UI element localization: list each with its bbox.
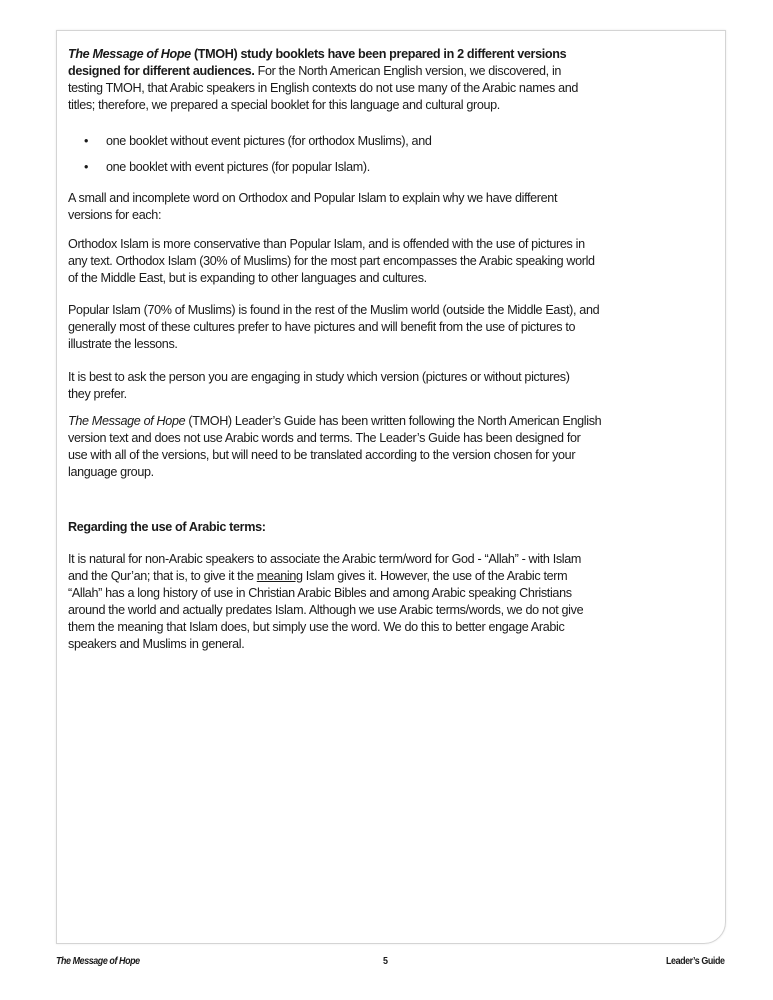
paragraph-line: “Allah” has a long history of use in Christian Arabic Bibles and among Arabic speaking Christians	[68, 586, 572, 600]
paragraph-line: language group.	[68, 465, 154, 479]
paragraph-line: of the Middle East, but is expanding to other languages and cultures.	[68, 271, 427, 285]
intro-line: testing TMOH, that Arabic speakers in English contexts do not use many of the Arabic names and	[68, 81, 579, 95]
footer-page-number: 5	[383, 955, 388, 967]
paragraph-text: and the Qur’an; that is, to give it the	[68, 569, 257, 583]
paragraph-line: generally most of these cultures prefer to have pictures and will benefit from the use of pictures to	[68, 320, 576, 334]
paragraph-line: any text. Orthodox Islam (30% of Muslims) for the most part encompasses the Arabic speaking world	[68, 254, 595, 268]
section-heading: Regarding the use of Arabic terms:	[68, 520, 266, 534]
bullet-item	[84, 159, 370, 176]
bullet-text: one booklet with event pictures (for popular Islam).	[106, 160, 370, 174]
paragraph-line: It is best to ask the person you are engaging in study which version (pictures or without pictures)	[68, 370, 570, 384]
paragraph-line: Popular Islam (70% of Muslims) is found in the rest of the Muslim world (outside the Middle East), and	[68, 303, 600, 317]
intro-line: titles; therefore, we prepared a special booklet for this language and cultural group.	[68, 98, 500, 112]
intro-line	[68, 46, 566, 63]
intro-bold: (TMOH) study booklets have been prepared in 2 different versions	[190, 47, 567, 61]
bullet-item	[84, 133, 432, 150]
paragraph-line: It is natural for non-Arabic speakers to associate the Arabic term/word for God - “Allah” - with Islam	[68, 552, 582, 566]
book-title: The Message of Hope	[68, 414, 186, 428]
paragraph-line: they prefer.	[68, 387, 127, 401]
paragraph-text: (TMOH) Leader’s Guide has been written following the North American English	[185, 414, 602, 428]
intro-line	[68, 63, 561, 80]
intro-bold: designed for different audiences.	[68, 64, 255, 78]
paragraph-line: Orthodox Islam is more conservative than Popular Islam, and is offended with the use of pictures in	[68, 237, 585, 251]
paragraph-line	[68, 413, 601, 430]
paragraph-text: Islam gives it. However, the use of the Arabic term	[302, 569, 568, 583]
bullet-text: one booklet without event pictures (for orthodox Muslims), and	[106, 134, 432, 148]
paragraph-line: speakers and Muslims in general.	[68, 637, 245, 651]
intro-text: For the North American English version, we discovered, in	[254, 64, 562, 78]
underlined-word: meaning	[256, 569, 303, 583]
paragraph-line: illustrate the lessons.	[68, 337, 178, 351]
paragraph-line: use with all of the versions, but will need to be translated according to the version chosen for your	[68, 448, 576, 462]
paragraph-line: them the meaning that Islam does, but simply use the word. We do this to better engage Arabic	[68, 620, 565, 634]
footer-book-title: The Message of Hope	[56, 955, 140, 967]
paragraph-line: around the world and actually predates Islam. Although we use Arabic terms/words, we do not give	[68, 603, 584, 617]
paragraph-line	[68, 568, 567, 585]
footer-guide-label: Leader’s Guide	[666, 955, 725, 967]
paragraph-line: versions for each:	[68, 208, 162, 222]
paragraph-line: version text and does not use Arabic words and terms. The Leader’s Guide has been designed for	[68, 431, 581, 445]
paragraph-line: A small and incomplete word on Orthodox and Popular Islam to explain why we have different	[68, 191, 558, 205]
book-title: The Message of Hope	[68, 47, 191, 61]
